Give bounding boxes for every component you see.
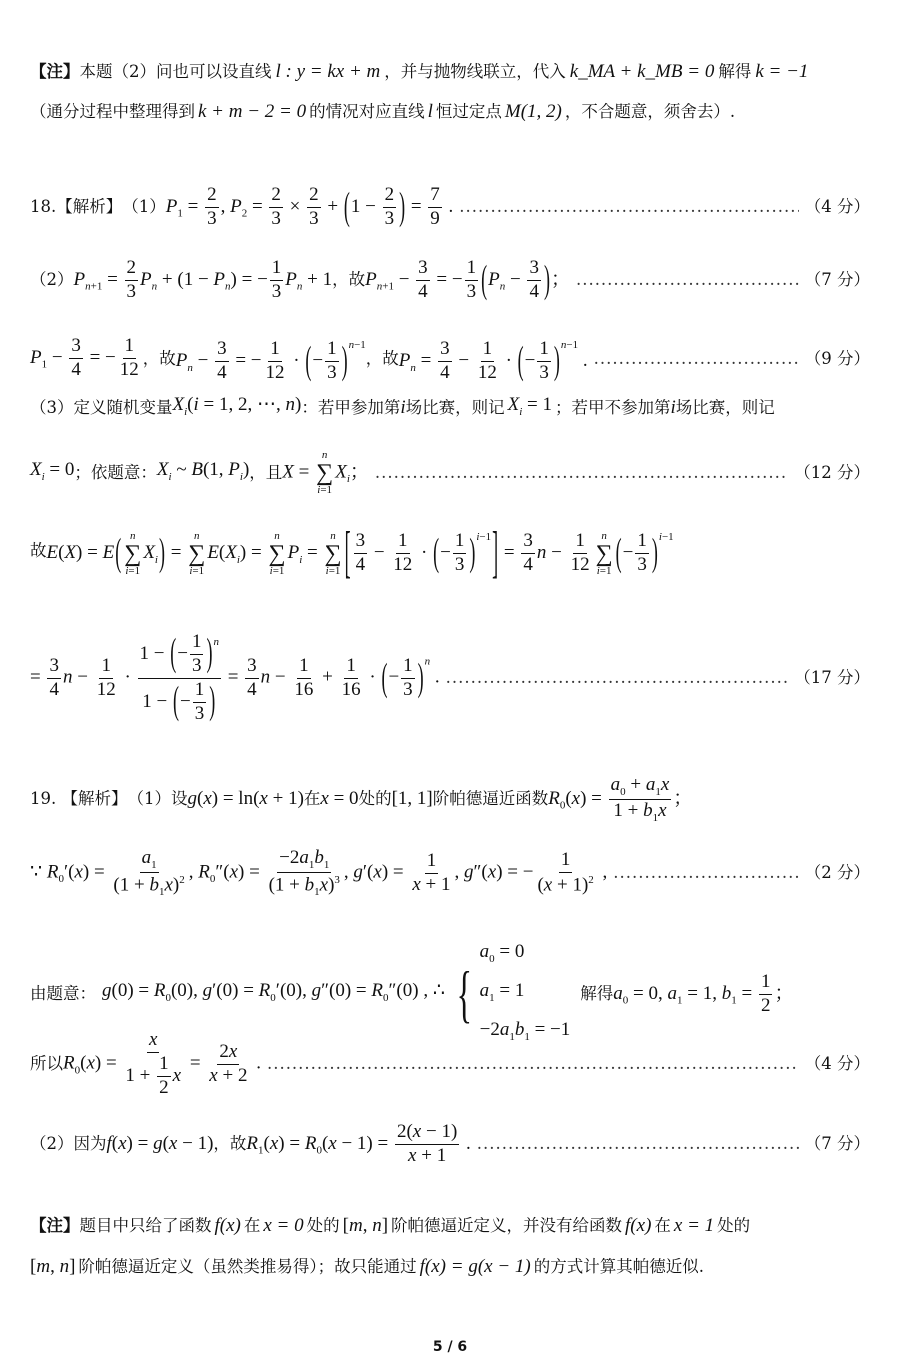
q19-system: { $a_0 = 0$ $a_1 = 1$ $-2a_1b_1 = -1$	[456, 941, 571, 1043]
q19-part2: （2）因为 f(x) = g(x − 1) ，故 $R_1(x) = R_0(x - 1)$ = $\frac{2(x - 1)}{x + 1}$ . ..... （7 分）	[30, 1122, 870, 1167]
q18-part3: （3）定义随机变量 $X_i(i = 1$, 2, ⋯, n) ：若甲参加第 i 场比赛，则记 $X_i = 1$ ；若甲不参加第 i 场比赛，则记	[30, 394, 775, 419]
note2-line2: [m, n] 阶帕德逼近定义（虽然类推易得）；故只能通过 f(x) = g(x − 1) 的方式计算其帕德近似.	[30, 1256, 704, 1277]
note2-line1: 【注】 题目中只给了函数 f(x) 在 x = 0 处的 [m, n] 阶帕德逼近定义，并没有给函数 f(x) 在 x = 1 处的	[30, 1215, 751, 1236]
q19-R0: 所以 $R_0(x)$ = x 1 + $\frac{1}{2}$ x = $\frac{2x}{x + 2}$ . ..... （4 分）	[30, 1030, 870, 1099]
q18-expectation: 故 E(X) = E( n ∑ i=1 $X_i$) = n ∑ i=1 $E(X_i)$ = n ∑ i=1 $P_i$ = n ∑ i=1 [ $\frac{3}{4}$ − $\frac{1}{12}$ · (− $\frac{1}{3}$ )$^{i-1}$] = $\frac{3}{4}$ n − $\frac{1}{12}$ n ∑ i=1 (− $\frac{1}{3}$ )$^{i-1}$	[30, 520, 674, 584]
page-number: 5 / 6	[432, 1339, 468, 1355]
q18-part2: （2） $P_{n+1}$ = $\frac{2}{3}$ $P_n + (1 - P_n)$ = − $\frac{1}{3}$ $P_n + 1$ ，故 $P_{n+1}$ − $\frac{3}{4}$ = − $\frac{1}{3}$ ($P_n$ − $\frac{3}{4}$ )； ..... （7 分）	[30, 258, 870, 303]
q18-formula3: $P_{n+1}$ − $\frac{3}{4}$ = − $\frac{1}{3}$ ($P_n$ − $\frac{3}{4}$ )；	[365, 256, 570, 302]
q18-formula5: $P_n$ − $\frac{3}{4}$ = − $\frac{1}{12}$ · (− $\frac{1}{3}$ )$^{n-1}$	[175, 338, 366, 384]
q18-part2b: $P_1$ − $\frac{3}{4}$ = − $\frac{1}{12}$ ，故 $P_n$ − $\frac{3}{4}$ = − $\frac{1}{12}$ · (− $\frac{1}{3}$ )$^{n-1}$ ，故 $P_n$ = $\frac{3}{4}$ − $\frac{1}{12}$ · (− $\frac{1}{3}$ )$^{n-1}$ . ..... （9 分）	[30, 333, 870, 384]
q18-formula4: $P_1$ − $\frac{3}{4}$ = − $\frac{1}{12}$	[30, 335, 139, 381]
q18-formula8: = $\frac{3}{4}$ n − $\frac{1}{12}$ · 1 − (− $\frac{1}{3}$ )$^n$ 1 − (− $\frac{1}{3}$ ) = $\frac{3}{4}$ n − $\frac{1}{16}$ + $\frac{1}{16}$ · (− $\frac{1}{3}$ )$^n$ .	[30, 629, 440, 724]
q18-formula2: $P_{n+1}$ = $\frac{2}{3}$ $P_n + (1 - P_n)$ = − $\frac{1}{3}$ $P_n + 1$	[73, 257, 333, 302]
q19-conditions: 由题意： $g(0) = R_0(0)$, $g'(0) = R_0'(0)$, $g''(0) = R_0''(0)$ , ∴ { $a_0 = 0$ $a_1 = 1$ $-2a_1b_1 = -1$ 解得 $a_0 = 0$, $a_1 = 1$, $b_1$ = $\frac{1}{2}$ ；	[30, 940, 870, 1048]
q19-formula1: ∵ $R_0'(x)$ = $\frac{a_1}{(1 + b_1x)^2}$ , $R_0''(x)$ = $\frac{-2a_1b_1}{(1 + b_1x)^3}$ , g′(x) = $\frac{1}{x + 1}$ , g″(x) = − $\frac{1}{(x + 1)^2}$ ,	[30, 847, 608, 899]
note-tag: 【注】	[30, 1216, 80, 1235]
q18-formula6: $P_n$ = $\frac{3}{4}$ − $\frac{1}{12}$ · (− $\frac{1}{3}$ )$^{n-1}$ .	[398, 338, 588, 384]
q18-part1: 18.【解析】 （1） $P_1$ = $\frac{2}{3}$ , $P_2$ = $\frac{2}{3}$ × $\frac{2}{3}$ + (1 − $\frac{2}{3}$ ) = $\frac{7}{9}$ . ..... （4 分）	[30, 185, 870, 230]
q19-derivatives: ∵ $R_0'(x)$ = $\frac{a_1}{(1 + b_1x)^2}$ , $R_0''(x)$ = $\frac{-2a_1b_1}{(1 + b_1x)^3}$ , g′(x) = $\frac{1}{x + 1}$ , g″(x) = − $\frac{1}{(x + 1)^2}$ , ..... （2 分）	[30, 848, 870, 898]
note1-line1: 【注】 本题（2）问也可以设直线 l : y = kx + m ，并与抛物线联立，代入 k_MA + k_MB = 0 解得 k = −1	[30, 61, 809, 82]
q18-formula7: E(X) = E( n ∑ i=1 $X_i$) = n ∑ i=1 $E(X_i)$ = n ∑ i=1 $P_i$ = n ∑ i=1 [ $\frac{3}{4}$ − $\frac{1}{12}$ · (− $\frac{1}{3}$ )$^{i-1}$] = $\frac{3}{4}$ n − $\frac{1}{12}$ n ∑ i=1 (− $\frac{1}{3}$ )$^{i-1}$	[46, 520, 674, 584]
q18-part3b: $X_i = 0$ ；依题意： $X_i$ ~ B(1, $P_i$) ，且 X = n ∑ i=1 $X_i$； ..... （12 分）	[30, 450, 870, 496]
q18-formula1: $P_1$ = $\frac{2}{3}$ , $P_2$ = $\frac{2}{3}$ × $\frac{2}{3}$ + (1 − $\frac{2}{3}$ ) = $\frac{7}{9}$ .	[165, 183, 454, 229]
q18-result: = $\frac{3}{4}$ n − $\frac{1}{12}$ · 1 − (− $\frac{1}{3}$ )$^n$ 1 − (− $\frac{1}{3}$ ) = $\frac{3}{4}$ n − $\frac{1}{16}$ + $\frac{1}{16}$ · (− $\frac{1}{3}$ )$^n$ . ..... （17 分）	[30, 632, 870, 725]
note1-line2: （通分过程中整理得到 k + m − 2 = 0 的情况对应直线 l 恒过定点 M(1, 2) ，不合题意，须舍去）.	[30, 101, 736, 122]
q19-part1: 19. 【解析】 （1）设 g(x) = ln(x + 1) 在 x = 0 处的 [1, 1] 阶帕德逼近函数 $R_0(x)$ = $\frac{a_0 + a_1x}{1 + b_1x}$ ；	[30, 774, 693, 824]
q18-label: 18.【解析】	[30, 197, 123, 217]
q19-label: 19. 【解析】	[30, 789, 128, 809]
note-tag: 【注】	[30, 62, 80, 81]
